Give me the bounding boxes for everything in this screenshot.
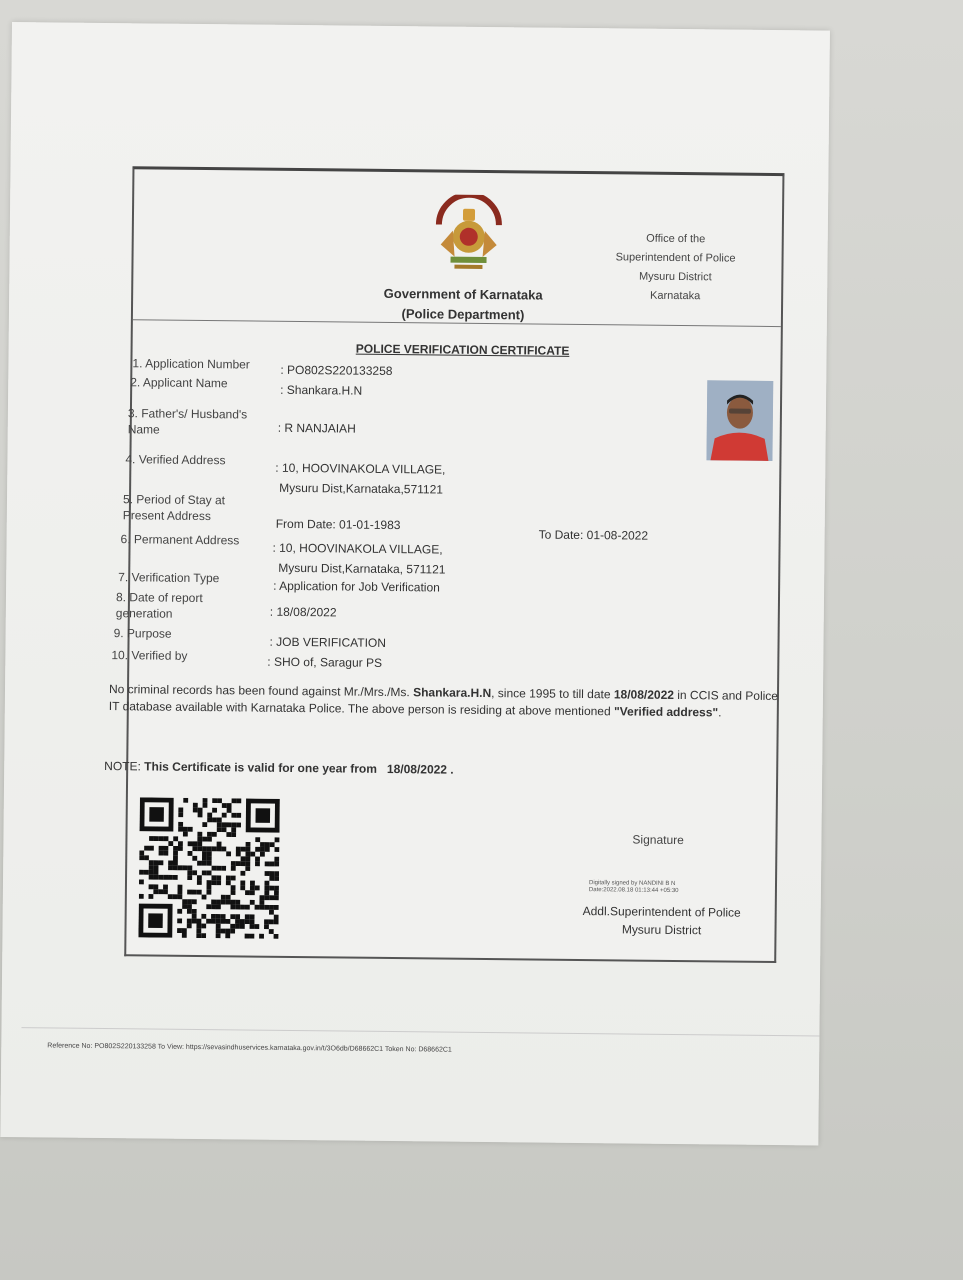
stay-to-date: To Date: 01-08-2022 <box>538 527 649 543</box>
stay-from-date: From Date: 01-01-1983 <box>275 516 401 533</box>
note-date: 18/08/2022 . <box>386 761 454 777</box>
government-title <box>363 284 563 326</box>
field-label: 6. Permanent Address <box>120 532 240 548</box>
statement-name: Shankara.H.N <box>413 685 492 701</box>
statement-date: 18/08/2022 <box>613 687 675 702</box>
statement-verified-address: "Verified address" <box>613 704 719 720</box>
digital-signature <box>589 880 739 896</box>
field-label: 10. Verified by <box>111 648 188 663</box>
field-label: 2. Applicant Name <box>130 375 228 391</box>
applicant-photo <box>706 380 773 461</box>
permanent-address-line1: : 10, HOOVINAKOLA VILLAGE, <box>272 540 443 557</box>
verified-by: : SHO of, Saragur PS <box>267 654 383 670</box>
statement-paragraph <box>109 681 779 722</box>
validity-note <box>104 759 604 778</box>
qr-code-icon <box>138 797 279 938</box>
father-name: : R NANJAIAH <box>277 420 356 436</box>
digital-signer: Digitally signed by NANDINI B N <box>588 880 676 887</box>
statement-text: . <box>718 705 722 720</box>
paper-sheet <box>0 22 830 1146</box>
field-label: 4. Verified Address <box>125 452 226 468</box>
certificate-title: POLICE VERIFICATION CERTIFICATE <box>355 341 570 358</box>
statement-text: in CCIS and Police IT database available with Karnataka Police. The above person is residing at above mentioned <box>108 687 779 719</box>
statement-text: No criminal records has been found against Mr./Mrs./Ms. <box>108 682 414 700</box>
signatory-designation: Addl.Superintendent of Police <box>582 904 741 920</box>
footer-divider <box>21 1027 819 1036</box>
verified-address-line2: Mysuru Dist,Karnataka,571121 <box>279 480 444 497</box>
verified-address-line1: : 10, HOOVINAKOLA VILLAGE, <box>275 460 446 477</box>
signature-label: Signature <box>632 832 684 848</box>
note-prefix: NOTE: <box>104 759 145 774</box>
permanent-address-line2: Mysuru Dist,Karnataka, 571121 <box>278 560 446 577</box>
reference-footer: Reference No: PO802S220133258 To View: https://sevasindhuservices.karnataka.gov.in/t/3O6db/D68662C1 Token No: D68662C1 <box>47 1042 452 1054</box>
field-label: 8. Date of report generation <box>115 590 203 621</box>
field-label: 5. Period of Stay at Present Address <box>122 492 226 524</box>
office-line: Mysuru District <box>638 270 712 284</box>
department-line: (Police Department) <box>401 306 525 323</box>
statement-text: , since 1995 to till date <box>491 686 614 702</box>
field-label: 7. Verification Type <box>118 570 220 586</box>
note-text: This Certificate is valid for one year from <box>144 759 378 776</box>
gov-line: Government of Karnataka <box>383 285 543 303</box>
karnataka-emblem-icon <box>428 194 509 275</box>
verification-type: : Application for Job Verification <box>273 578 440 595</box>
field-label: 9. Purpose <box>113 626 172 641</box>
report-date: : 18/08/2022 <box>269 604 337 620</box>
certificate-frame <box>104 166 784 963</box>
signatory-district: Mysuru District <box>621 922 702 938</box>
office-line: Superintendent of Police <box>615 251 736 265</box>
application-number: : PO802S220133258 <box>280 362 393 379</box>
office-line: Office of the <box>646 232 706 246</box>
office-block <box>595 229 756 307</box>
office-line: Karnataka <box>650 289 701 303</box>
signatory-block <box>566 902 756 940</box>
purpose: : JOB VERIFICATION <box>269 634 387 650</box>
digital-date: Date:2022.08.18 01:13:44 +05:30 <box>588 887 679 895</box>
field-label: 3. Father's/ Husband's Name <box>127 406 248 437</box>
applicant-name: : Shankara.H.N <box>280 382 363 398</box>
field-label: 1. Application Number <box>132 356 250 372</box>
